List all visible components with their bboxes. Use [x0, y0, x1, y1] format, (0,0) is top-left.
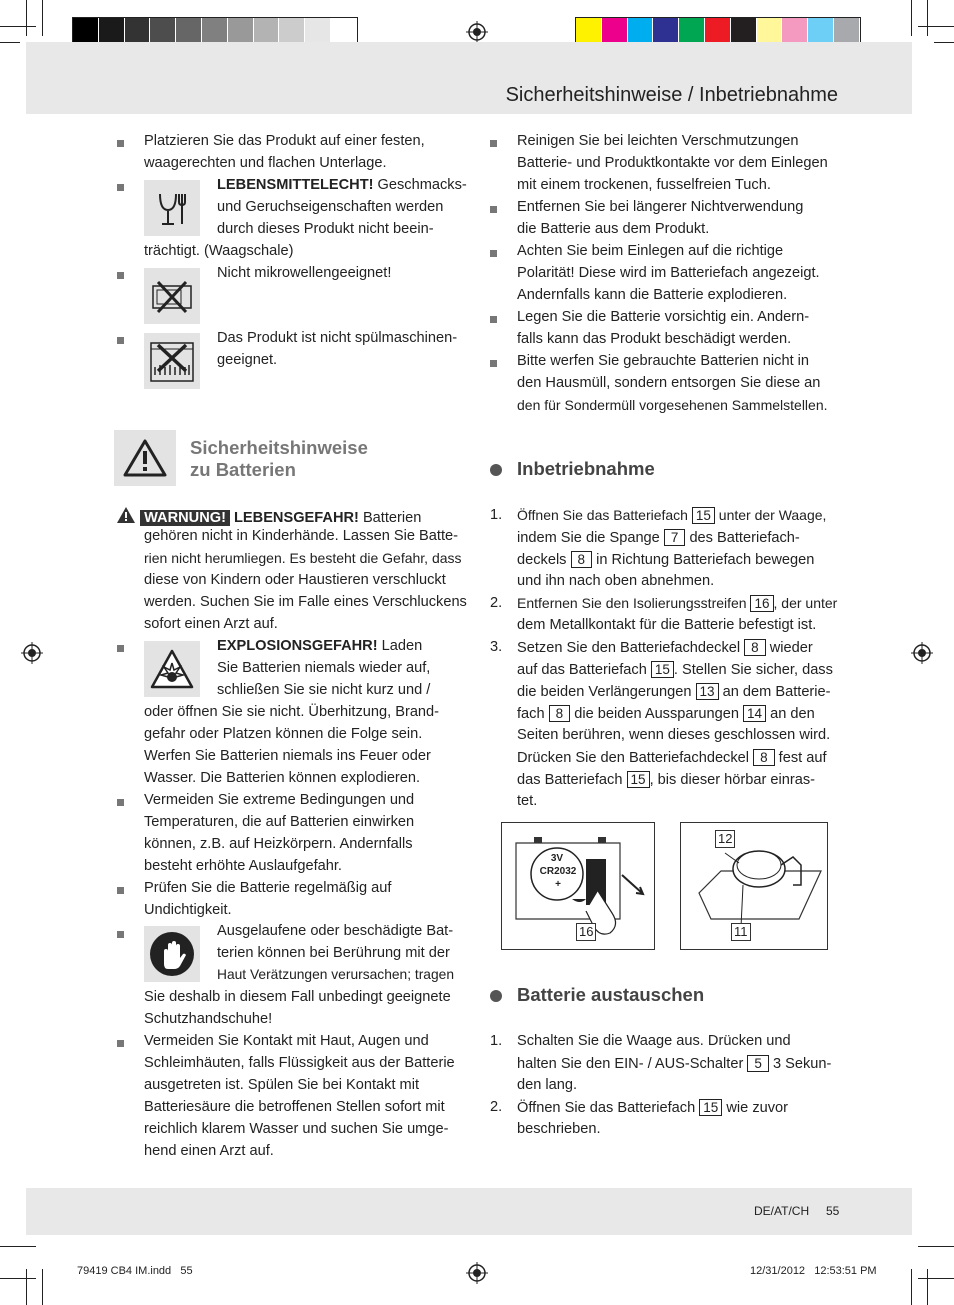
text-line: Schalten Sie die Waage aus. Drücken und	[517, 1033, 791, 1049]
warning-triangle-icon	[114, 430, 176, 486]
text-line: schließen Sie sie nicht kurz und /	[217, 682, 431, 698]
text-line: Öffnen Sie das Batteriefach	[517, 1100, 696, 1116]
gloves-icon	[144, 926, 200, 982]
crop-mark	[927, 1269, 928, 1305]
text-line: das Batteriefach	[517, 772, 623, 788]
warning-heading: LEBENSGEFAHR!	[234, 510, 359, 526]
step-number: 2.	[490, 1099, 503, 1115]
step-number: 3.	[490, 639, 503, 655]
battery-compartment-illustration	[681, 823, 827, 949]
part-ref: 15	[651, 661, 674, 678]
part-ref: 15	[699, 1099, 722, 1116]
text-line: Setzen Sie den Batteriefachdeckel	[517, 640, 741, 656]
step-number: 1.	[490, 507, 503, 523]
crop-mark	[911, 1269, 912, 1305]
text-line: den für Sondermüll vorgesehenen Sammelstellen.	[517, 397, 828, 413]
part-ref: 8	[571, 551, 593, 568]
crop-mark	[934, 42, 954, 43]
warning-badge: WARNUNG!	[140, 510, 230, 526]
text-line: fest auf	[778, 750, 827, 766]
text-line: die beiden Verlängerungen	[517, 684, 692, 700]
figure-callout: 11	[731, 923, 751, 941]
part-ref: 8	[753, 749, 775, 766]
text-line: Legen Sie die Batterie vorsichtig ein. Andern-	[517, 309, 810, 325]
text-line: , der unter	[773, 595, 838, 611]
text-line: wie zuvor	[726, 1100, 789, 1116]
part-ref: 8	[744, 639, 766, 656]
text-line: diese von Kindern oder Haustieren verschluckt	[144, 572, 446, 588]
warning-small-icon	[116, 506, 136, 524]
text-line: . Stellen Sie sicher, dass	[673, 662, 833, 678]
text-line: Schleimhäuten, falls Flüssigkeit aus der Batterie	[144, 1055, 455, 1071]
bullet	[117, 1040, 124, 1047]
text-line: halten Sie den EIN- / AUS-Schalter	[517, 1056, 744, 1072]
bullet	[117, 645, 124, 652]
text-line: sofort einen Arzt auf.	[144, 616, 278, 632]
page-number: 55	[826, 1204, 840, 1218]
text-line: gehören nicht in Kinderhände. Lassen Sie Batte-	[144, 528, 458, 544]
text-line: werden. Suchen Sie im Falle eines Verschluckens	[144, 594, 467, 610]
figure-callout: 16	[576, 923, 596, 941]
food-safe-heading: LEBENSMITTELECHT!	[217, 177, 374, 193]
text-line: waagerechten und flachen Unterlage.	[144, 155, 387, 171]
text-line: rien nicht herumliegen. Es besteht die Gefahr, dass	[144, 550, 462, 566]
bullet	[490, 360, 497, 367]
text-line: Prüfen Sie die Batterie regelmäßig auf	[144, 880, 392, 896]
heading-dot-icon	[490, 464, 502, 476]
bullet	[117, 337, 124, 344]
bullet	[490, 206, 497, 213]
text-line: Vermeiden Sie extreme Bedingungen und	[144, 792, 415, 808]
crop-mark	[0, 1278, 36, 1279]
text-line: geeignet.	[217, 352, 278, 368]
text-line: des Batteriefach-	[689, 530, 800, 546]
text-line: indem Sie die Spange	[517, 530, 660, 546]
text-line: die beiden Aussparungen	[574, 706, 739, 722]
step-number: 2.	[490, 595, 503, 611]
text-line: fach	[517, 706, 545, 722]
text-line: Batterie- und Produktkontakte vor dem Einlegen	[517, 155, 828, 171]
no-microwave-icon	[144, 268, 200, 324]
text-line: trächtigt. (Waagschale)	[144, 243, 294, 259]
text-line: beschrieben.	[517, 1121, 601, 1137]
text-line: Haut Verätzungen verursachen; tragen	[217, 967, 454, 982]
crop-mark	[26, 1269, 27, 1305]
battery-label	[546, 852, 568, 865]
text-line: und ihn nach oben abnehmen.	[517, 573, 715, 589]
section-title-battery-safety	[190, 437, 368, 481]
text-line: können, z.B. auf Heizkörpern. Andernfalls	[144, 836, 413, 852]
text-line: Werfen Sie Batterien niemals ins Feuer oder	[144, 748, 431, 764]
text-line: Achten Sie beim Einlegen auf die richtige	[517, 243, 784, 259]
text-line: 3 Sekun-	[772, 1056, 832, 1072]
text-line: Wasser. Die Batterien können explodieren.	[144, 770, 421, 786]
crop-mark	[911, 0, 912, 36]
text-line: deckels	[517, 552, 567, 568]
text-line: terien können bei Berührung mit der	[217, 945, 450, 961]
part-ref: 16	[750, 595, 773, 612]
text-line: Platzieren Sie das Produkt auf einer festen,	[144, 133, 425, 149]
text-line: Entfernen Sie bei längerer Nichtverwendung	[517, 199, 804, 215]
text-line: tet.	[517, 793, 538, 809]
bullet	[117, 140, 124, 147]
text-line: mit einem trockenen, fusselfreien Tuch.	[517, 177, 771, 193]
text-line: und Geruchseigenschaften werden	[217, 199, 444, 215]
footer-region: DE/AT/CH	[754, 1204, 810, 1218]
text-line: wieder	[769, 640, 813, 656]
explosion-heading: EXPLOSIONSGEFAHR!	[217, 638, 378, 654]
text-line: Nicht mikrowellengeeignet!	[217, 265, 392, 281]
heading-dot-icon	[490, 990, 502, 1002]
explosion-icon	[144, 641, 200, 697]
text-line: ausgetreten ist. Spülen Sie bei Kontakt mit	[144, 1077, 420, 1093]
text-line: hend einen Arzt auf.	[144, 1143, 274, 1159]
section-title-line: zu Batterien	[190, 459, 296, 480]
part-ref: 15	[627, 771, 650, 788]
text-line: Vermeiden Sie Kontakt mit Haut, Augen und	[144, 1033, 429, 1049]
part-ref: 13	[696, 683, 719, 700]
text-line: Laden	[381, 638, 423, 654]
text-line: oder öffnen Sie sie nicht. Überhitzung, Brand-	[144, 704, 440, 720]
text-line: Öffnen Sie das Batteriefach	[517, 507, 688, 523]
crop-mark	[918, 1246, 954, 1247]
text-line: Batteriesäure die betroffenen Stellen sofort mit	[144, 1099, 445, 1115]
crop-mark	[26, 0, 27, 36]
text-line: unter der Waage,	[718, 507, 827, 523]
no-dishwasher-icon	[144, 333, 200, 389]
crop-mark	[918, 26, 954, 27]
crop-mark	[42, 0, 43, 36]
text-line: , bis dieser hörbar einras-	[649, 772, 816, 788]
text-line: Drücken Sie den Batteriefachdeckel	[517, 750, 750, 766]
text-line: Entfernen Sie den Isolierungsstreifen	[517, 595, 747, 611]
crop-mark	[0, 1246, 36, 1247]
text-line: durch dieses Produkt nicht beein-	[217, 221, 434, 237]
text-line: auf das Batteriefach	[517, 662, 647, 678]
battery-compartment-figure	[680, 822, 828, 950]
bullet	[117, 184, 124, 191]
section-title-line: Sicherheitshinweise	[190, 437, 368, 458]
bullet	[117, 931, 124, 938]
part-ref: 8	[549, 705, 571, 722]
page-title: Sicherheitshinweise / Inbetriebnahme	[505, 84, 838, 106]
text-line: an dem Batterie-	[722, 684, 831, 700]
text-line: Undichtigkeit.	[144, 902, 232, 918]
bullet	[117, 887, 124, 894]
battery-insert-figure	[501, 822, 655, 950]
text-line: Schutzhandschuhe!	[144, 1011, 273, 1027]
crop-mark	[0, 42, 20, 43]
crop-mark	[42, 1269, 43, 1305]
text-line: die Batterie aus dem Produkt.	[517, 221, 710, 237]
section-title-setup: Inbetriebnahme	[517, 458, 655, 479]
text-line: in Richtung Batteriefach bewegen	[596, 552, 815, 568]
text-line: falls kann das Produkt beschädigt werden.	[517, 331, 792, 347]
text-line: besteht erhöhte Auslaufgefahr.	[144, 858, 342, 874]
footer-filename: 79419 CB4 IM.indd 55	[77, 1265, 193, 1277]
part-ref: 7	[664, 529, 686, 546]
text-line: Ausgelaufene oder beschädigte Bat-	[217, 923, 454, 939]
text-line: Andernfalls kann die Batterie explodieren.	[517, 287, 788, 303]
text-line: Das Produkt ist nicht spülmaschinen-	[217, 330, 458, 346]
crop-mark	[918, 1278, 954, 1279]
bullet	[490, 250, 497, 257]
text-line: Batterien	[362, 510, 422, 526]
registration-mark-icon	[466, 1262, 488, 1284]
part-ref: 14	[743, 705, 766, 722]
text-line: dem Metallkontakt für die Batterie befestigt ist.	[517, 617, 817, 633]
text-line: Sie Batterien niemals wieder auf,	[217, 660, 431, 676]
crop-mark	[0, 26, 36, 27]
part-ref: 15	[692, 507, 715, 524]
part-ref: 5	[747, 1055, 769, 1072]
text-line: Geschmacks-	[377, 177, 467, 193]
food-safe-icon	[144, 180, 200, 236]
text-line: Reinigen Sie bei leichten Verschmutzungen	[517, 133, 799, 149]
registration-mark-icon	[911, 642, 933, 664]
section-title-replace-battery: Batterie austauschen	[517, 984, 705, 1005]
crop-mark	[927, 0, 928, 36]
text-line: gefahr oder Platzen können die Folge sein.	[144, 726, 423, 742]
figure-callout: 12	[715, 830, 735, 848]
text-line: Sie deshalb in diesem Fall unbedingt geeignete	[144, 989, 451, 1005]
text-line: den lang.	[517, 1077, 578, 1093]
bullet	[117, 272, 124, 279]
text-line: Seiten berühren, wenn dieses geschlossen wird.	[517, 727, 831, 743]
registration-mark-icon	[21, 642, 43, 664]
text-line: Polarität! Diese wird im Batteriefach angezeigt.	[517, 265, 820, 281]
step-number: 1.	[490, 1033, 503, 1049]
battery-type: CR2032	[539, 866, 577, 877]
bullet	[490, 140, 497, 147]
text-line: Temperaturen, die auf Batterien einwirken	[144, 814, 415, 830]
text-line: reichlich klarem Wasser und suchen Sie umge-	[144, 1121, 449, 1137]
footer-datetime: 12/31/2012 12:53:51 PM	[750, 1265, 877, 1277]
battery-voltage: 3V	[550, 853, 564, 864]
text-line: Bitte werfen Sie gebrauchte Batterien nicht in	[517, 353, 810, 369]
text-line: an den	[770, 706, 815, 722]
battery-polarity: +	[555, 879, 561, 890]
text-line: den Hausmüll, sondern entsorgen Sie diese an	[517, 375, 821, 391]
bullet	[117, 799, 124, 806]
bullet	[490, 316, 497, 323]
registration-mark-icon	[466, 21, 488, 43]
